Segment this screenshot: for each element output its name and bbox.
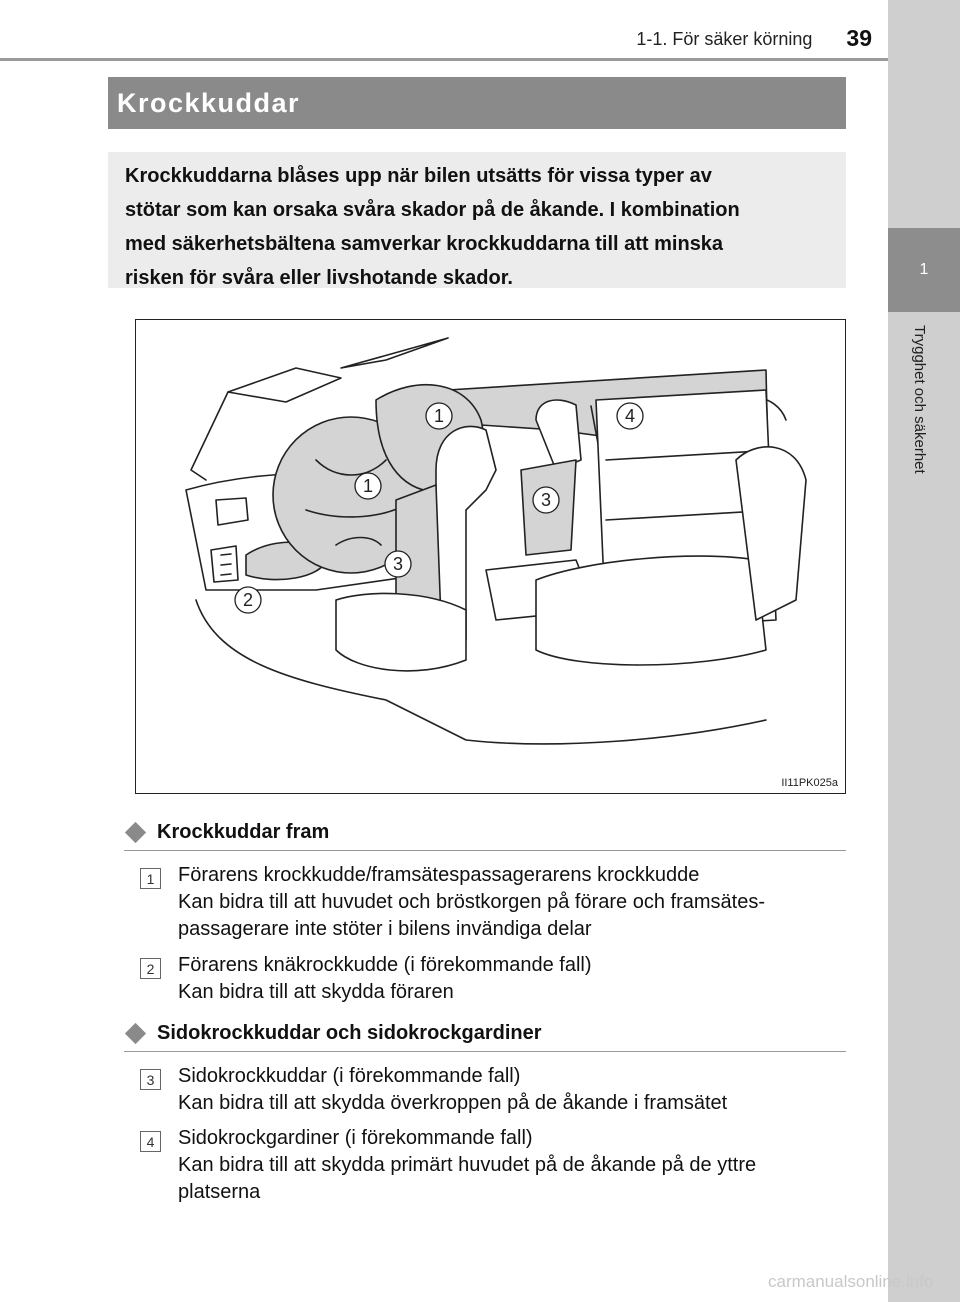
page-title: Krockkuddar	[117, 87, 301, 118]
callout-2-knee: 2	[242, 590, 254, 610]
diamond-bullet-icon	[125, 821, 146, 842]
item-number-badge: 2	[140, 958, 161, 979]
callout-1-driver: 1	[362, 476, 374, 496]
chapter-number: 1	[919, 261, 929, 278]
item-line: Kan bidra till att skydda överkroppen på de åkande i framsätet	[178, 1092, 728, 1114]
item-number-badge: 1	[140, 868, 161, 889]
page-title-bar	[108, 77, 846, 129]
chapter-title: Trygghet och säkerhet	[911, 325, 928, 474]
item-line: Kan bidra till att huvudet och bröstkorgen på förare och framsätes-	[178, 891, 765, 913]
callout-4-curtain: 4	[624, 406, 636, 426]
section-title: Krockkuddar fram	[157, 820, 330, 843]
intro-line: stötar som kan orsaka svåra skador på de åkande. I kombination	[125, 199, 740, 221]
item-line: passagerare inte stöter i bilens invändiga delar	[178, 918, 592, 940]
section-divider	[124, 1051, 846, 1052]
intro-text	[125, 159, 828, 295]
airbag-illustration	[135, 319, 846, 794]
item-line: Förarens knäkrockkudde (i förekommande fall)	[178, 954, 592, 976]
callout-1-passenger: 1	[433, 406, 445, 426]
illustration-code: II11PK025a	[781, 777, 838, 789]
callout-3-passenger-side: 3	[540, 490, 552, 510]
header-divider	[0, 58, 888, 61]
item-text	[178, 952, 846, 1006]
list-item	[140, 862, 846, 943]
section-heading-front-airbags	[124, 817, 329, 847]
intro-line: risken för svåra eller livshotande skador.	[125, 267, 513, 289]
intro-line: Krockkuddarna blåses upp när bilen utsätts för vissa typer av	[125, 165, 712, 187]
section-title: Sidokrockkuddar och sidokrockgardiner	[157, 1021, 542, 1044]
intro-box	[108, 152, 846, 288]
item-text	[178, 1125, 846, 1206]
chapter-tab-active[interactable]	[888, 228, 960, 312]
item-number-badge: 4	[140, 1131, 161, 1152]
watermark: carmanualsonline.info	[768, 1272, 934, 1291]
item-line: Kan bidra till att skydda föraren	[178, 981, 454, 1003]
item-line: Sidokrockgardiner (i förekommande fall)	[178, 1127, 533, 1149]
intro-line: med säkerhetsbältena samverkar krockkuddarna till att minska	[125, 233, 724, 255]
section-divider	[124, 850, 846, 851]
list-item	[140, 952, 846, 1006]
callout-3-driver-side: 3	[392, 554, 404, 574]
diamond-bullet-icon	[125, 1022, 146, 1043]
section-heading-side-airbags	[124, 1018, 542, 1048]
item-text	[178, 1063, 846, 1117]
section-reference: 1-1. För säker körning	[636, 29, 813, 49]
list-item	[140, 1125, 846, 1206]
car-interior-drawing	[136, 320, 844, 792]
item-line: Sidokrockkuddar (i förekommande fall)	[178, 1065, 521, 1087]
page-header	[540, 20, 888, 56]
item-line: Kan bidra till att skydda primärt huvudet på de åkande på de yttre	[178, 1154, 757, 1176]
item-line: platserna	[178, 1181, 261, 1203]
page-number: 39	[846, 25, 872, 51]
item-text	[178, 862, 846, 943]
list-item	[140, 1063, 846, 1117]
chapter-side-tab	[888, 0, 960, 1302]
item-number-badge: 3	[140, 1069, 161, 1090]
item-line: Förarens krockkudde/framsätespassagerarens krockkudde	[178, 864, 700, 886]
